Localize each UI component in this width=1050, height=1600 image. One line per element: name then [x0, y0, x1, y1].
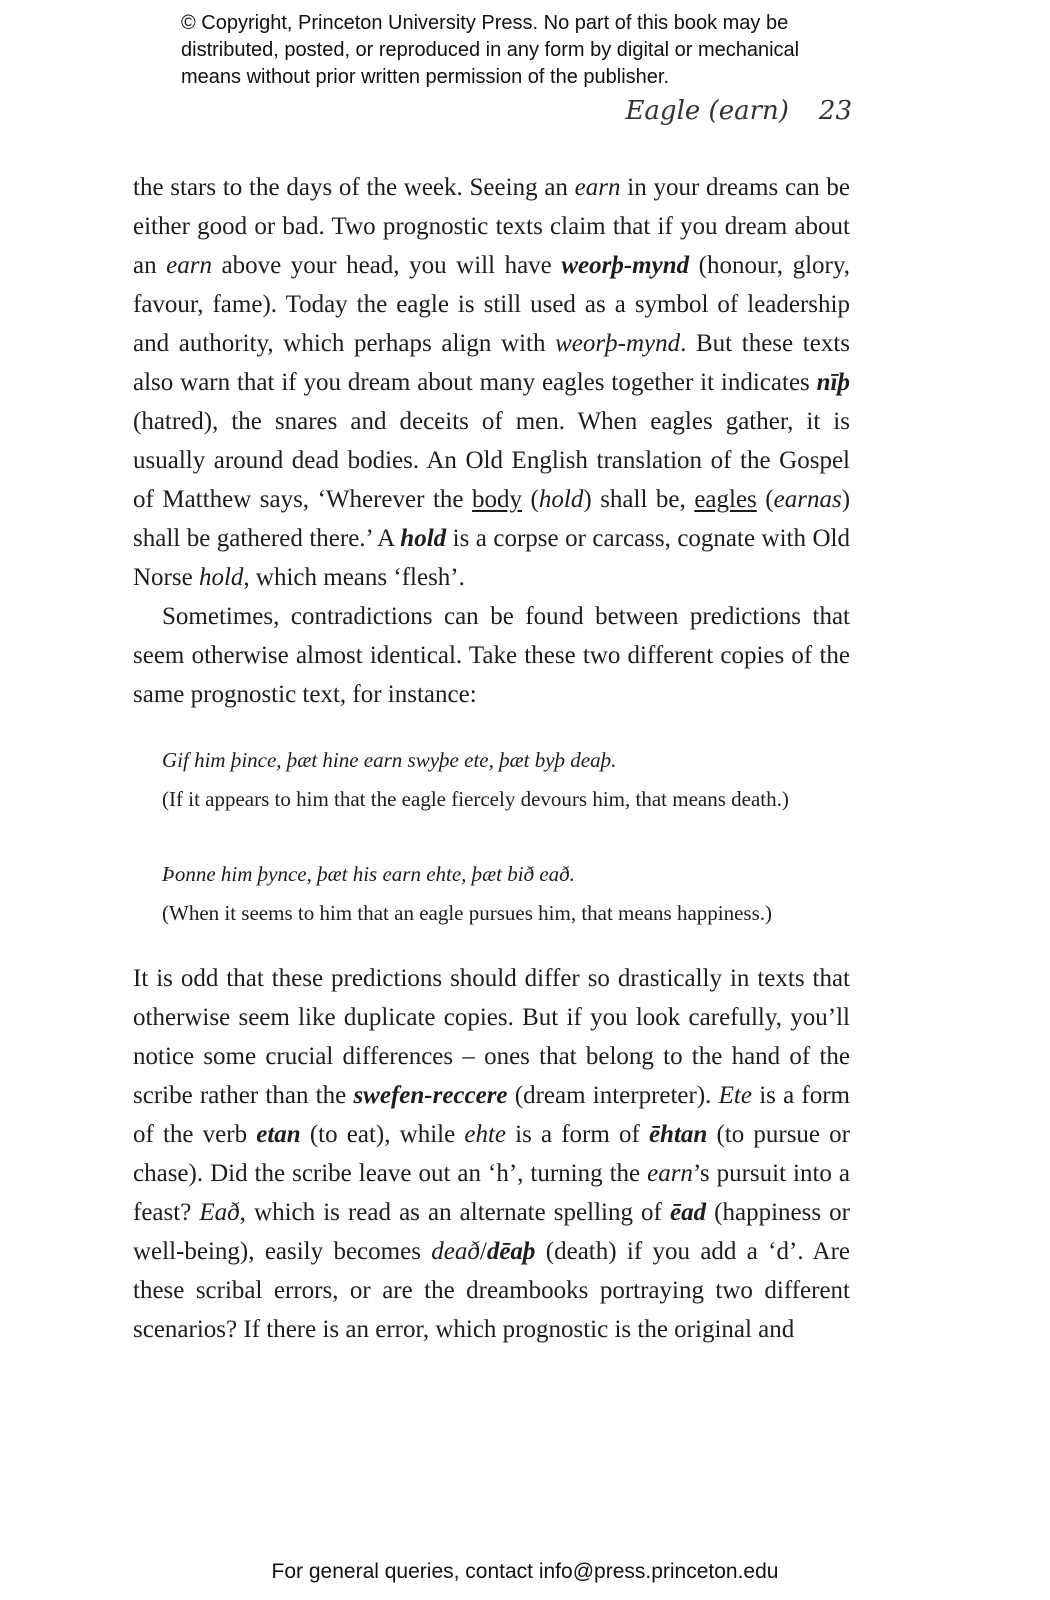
text-run: ’s pursuit into a feast? — [133, 1160, 850, 1226]
text-run: (happiness or well-being), easily becomes — [133, 1199, 851, 1265]
italic-term: hold — [538, 486, 584, 513]
text-run: in your dreams can be either good or bad. Two prognostic texts claim that if you dream about an — [133, 174, 850, 279]
running-head-title: Eagle (earn) — [625, 96, 789, 126]
underlined-word: eagles — [694, 486, 757, 513]
text-run: ) shall be gathered there.’ A — [133, 486, 851, 552]
copyright-line-3: means without prior written permission of the publisher. — [181, 66, 670, 88]
quote-translation-1: (If it appears to him that the eagle fiercely devours him, that means death.) — [162, 787, 789, 811]
headword: weorþ-mynd — [561, 252, 690, 279]
text-run: is a corpse or carcass, cognate with Old Norse — [133, 525, 850, 591]
text-run: is a form of — [505, 1121, 649, 1148]
page-number: 23 — [818, 96, 852, 126]
text-run: , which is read as an alternate spelling of — [239, 1199, 670, 1226]
text-run: (death) if you add a ‘d’. Are these scribal errors, or are the dreambooks portraying two different scenarios? If there is an error, which prognostic is the original and — [133, 1238, 851, 1343]
running-head — [625, 96, 852, 126]
headword: hold — [400, 525, 447, 552]
headword: swefen-reccere — [353, 1082, 508, 1109]
headword: dēaþ — [486, 1238, 536, 1265]
italic-term: earn — [647, 1160, 693, 1187]
headword: ēad — [669, 1199, 707, 1226]
text-run: (dream interpreter). — [507, 1082, 719, 1109]
footer-contact: For general queries, contact info@press.princeton.edu — [271, 1560, 779, 1583]
headword: nīþ — [816, 369, 850, 396]
text-run: (hatred), the snares and deceits of men. When eagles gather, it is usually around dead bodies. An Old English translation of the Gospel of Matthew says, ‘Wherever the — [133, 408, 850, 513]
paragraph-1 — [133, 168, 850, 597]
text-run: ) shall be, — [583, 486, 695, 513]
quote-spacer — [162, 819, 850, 855]
text-run: ( — [756, 486, 774, 513]
italic-term: weorþ-mynd — [555, 330, 681, 357]
italic-term: earn — [166, 252, 212, 279]
text-run: (honour, glory, favour, fame). Today the eagle is still used as a symbol of leadership and authority, which perhaps align with — [133, 252, 850, 357]
italic-term: earnas — [773, 486, 842, 513]
quote-old-english-2: Þonne him þynce, þæt his earn ehte, þæt bið eað. — [162, 862, 575, 886]
text-run: the stars to the days of the week. Seeing an — [133, 174, 575, 201]
text-run: , which means ‘flesh’. — [243, 564, 465, 591]
italic-term: ehte — [464, 1121, 506, 1148]
headword: ēhtan — [648, 1121, 708, 1148]
quote-translation-2: (When it seems to him that an eagle pursues him, that means happiness.) — [162, 901, 773, 925]
block-quote — [162, 741, 850, 933]
italic-term: deað — [431, 1238, 480, 1265]
text-run: above your head, you will have — [211, 252, 562, 279]
text-run: (to eat), while — [300, 1121, 465, 1148]
paragraph-3 — [133, 959, 850, 1349]
underlined-word: body — [472, 486, 523, 513]
text-run: (to pursue or chase). Did the scribe leave out an ‘h’, turning the — [133, 1121, 850, 1187]
italic-term: Ete — [718, 1082, 752, 1109]
copyright-notice — [181, 10, 901, 91]
headword: etan — [256, 1121, 301, 1148]
quote-old-english-1: Gif him þince, þæt hine earn swyþe ete, þæt byþ deaþ. — [162, 748, 617, 772]
text-run: ( — [522, 486, 539, 513]
copyright-line-2: distributed, posted, or reproduced in any form by digital or mechanical — [181, 39, 800, 61]
text-run: It is odd that these predictions should differ so drastically in texts that otherwise seem like duplicate copies. But if you look carefully, you’ll notice some crucial differences – ones that belong to the hand of the scribe rather than the — [133, 965, 850, 1109]
text-run: is a form of the verb — [133, 1082, 850, 1148]
italic-term: earn — [574, 174, 621, 201]
italic-term: Eað — [199, 1199, 240, 1226]
copyright-line-1: © Copyright, Princeton University Press. No part of this book may be — [181, 12, 789, 34]
text-run: / — [479, 1238, 487, 1265]
main-text — [133, 168, 850, 1349]
italic-term: hold — [198, 564, 244, 591]
text-run: . But these texts also warn that if you dream about many eagles together it indicates — [133, 330, 850, 396]
paragraph-2: Sometimes, contradictions can be found between predictions that seem otherwise almost identical. Take these two different copies of the same prognostic text, for instance: — [133, 603, 850, 708]
